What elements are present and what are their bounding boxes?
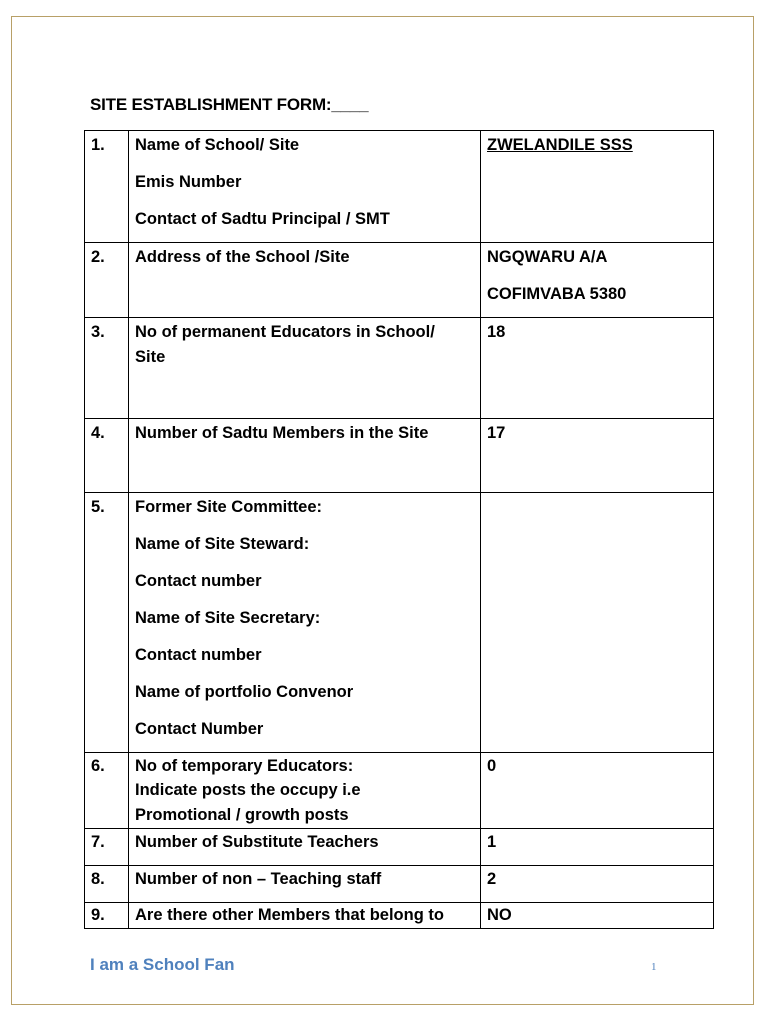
table-row [85, 243, 714, 318]
question-cell [129, 493, 481, 753]
question-text: Contact number [135, 646, 262, 664]
question-text: Number of Substitute Teachers [135, 833, 379, 851]
question-text: No of permanent Educators in School/ [135, 323, 435, 341]
row-number: 9. [85, 903, 129, 929]
question-cell [129, 318, 481, 419]
answer-cell [481, 903, 714, 929]
answer-text: NGQWARU A/A [487, 248, 608, 266]
answer-text: 0 [487, 757, 497, 775]
answer-text: NO [487, 906, 512, 924]
question-text: Emis Number [135, 173, 242, 191]
table-row [85, 493, 714, 753]
row-number: 7. [85, 829, 129, 866]
answer-cell [481, 131, 714, 243]
question-text: Number of non – Teaching staff [135, 870, 382, 888]
form-title: SITE ESTABLISHMENT FORM:____ [90, 95, 369, 114]
table-row [85, 866, 714, 903]
row-number: 2. [85, 243, 129, 318]
question-text: Promotional / growth posts [135, 806, 349, 824]
answer-text: COFIMVABA 5380 [487, 285, 627, 303]
question-text: Address of the School /Site [135, 248, 350, 266]
question-cell [129, 419, 481, 493]
answer-text: ZWELANDILE SSS [487, 136, 633, 154]
row-number: 5. [85, 493, 129, 753]
answer-cell [481, 419, 714, 493]
footer-text: I am a School Fan [90, 955, 235, 974]
table-row [85, 903, 714, 929]
question-cell [129, 866, 481, 903]
answer-cell [481, 829, 714, 866]
answer-cell [481, 243, 714, 318]
question-cell [129, 903, 481, 929]
row-number: 8. [85, 866, 129, 903]
table-row [85, 753, 714, 829]
question-text: Site [135, 348, 166, 366]
question-text: Name of Site Steward: [135, 535, 310, 553]
question-text: Name of Site Secretary: [135, 609, 321, 627]
answer-text: 18 [487, 323, 506, 341]
answer-text: 2 [487, 870, 497, 888]
question-cell [129, 243, 481, 318]
answer-cell [481, 318, 714, 419]
question-text: Contact of Sadtu Principal / SMT [135, 210, 390, 228]
question-text: Name of School/ Site [135, 136, 300, 154]
question-text: No of temporary Educators: [135, 757, 354, 775]
answer-text: 17 [487, 424, 506, 442]
table-row [85, 131, 714, 243]
answer-cell [481, 753, 714, 829]
row-number: 6. [85, 753, 129, 829]
question-text: Name of portfolio Convenor [135, 683, 354, 701]
row-number: 3. [85, 318, 129, 419]
question-text: Number of Sadtu Members in the Site [135, 424, 429, 442]
question-cell [129, 829, 481, 866]
site-establishment-table [84, 130, 714, 929]
row-number: 1. [85, 131, 129, 243]
question-text: Contact number [135, 572, 262, 590]
question-text: Are there other Members that belong to [135, 906, 444, 924]
answer-cell [481, 866, 714, 903]
question-text: Former Site Committee: [135, 498, 323, 516]
question-cell [129, 131, 481, 243]
question-text: Contact Number [135, 720, 264, 738]
question-text: Indicate posts the occupy i.e [135, 781, 361, 799]
page-number: 1 [651, 961, 657, 973]
answer-cell [481, 493, 714, 753]
table-row [85, 318, 714, 419]
row-number: 4. [85, 419, 129, 493]
answer-text: 1 [487, 833, 497, 851]
table-row [85, 829, 714, 866]
question-cell [129, 753, 481, 829]
table-row [85, 419, 714, 493]
